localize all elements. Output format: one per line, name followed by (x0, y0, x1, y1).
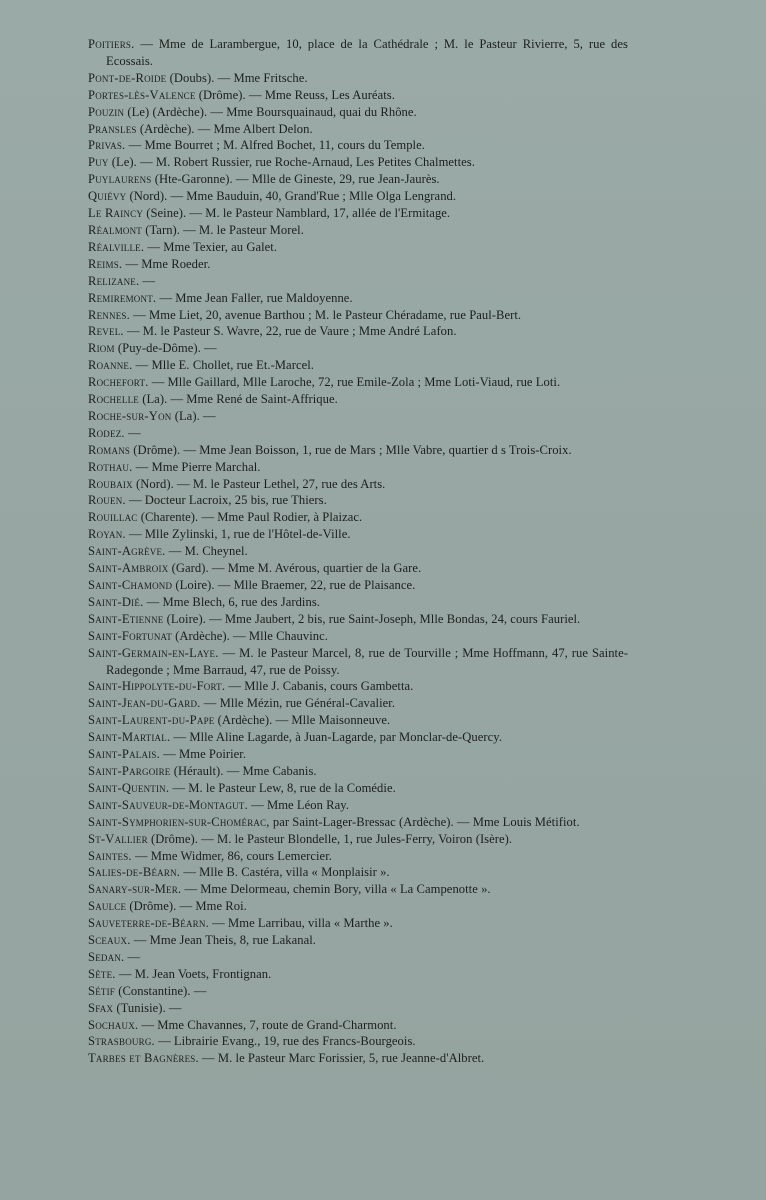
directory-entry (88, 256, 628, 273)
directory-entry (88, 577, 628, 594)
entry-details: (Ardèche). — Mlle Maisonneuve. (214, 713, 391, 728)
entry-place: Sétif (88, 983, 116, 998)
directory-entry (88, 323, 628, 340)
entry-details: — Mlle Mézin, rue Général-Cavalier. (200, 696, 396, 711)
entry-details: — Mme Texier, au Galet. (144, 239, 278, 254)
entry-details: (Tarn). — M. le Pasteur Morel. (142, 222, 304, 237)
entry-place: Reims. (88, 256, 123, 271)
directory-entry (88, 780, 628, 797)
directory-entry (88, 695, 628, 712)
entry-details: (Drôme). — Mme Reuss, Les Auréats. (195, 87, 395, 102)
directory-entry (88, 543, 628, 560)
entry-details: — M. Cheynel. (165, 544, 248, 559)
entry-place: Saint-Ambroix (88, 561, 169, 576)
directory-entry (88, 222, 628, 239)
entry-place: Riom (88, 341, 115, 356)
entry-details: — Mlle Zylinski, 1, rue de l'Hôtel-de-Ville. (125, 527, 351, 542)
entry-details: (Drôme). — Mme Jean Boisson, 1, rue de Mars ; Mlle Vabre, quartier d s Trois-Croix. (130, 442, 572, 457)
entry-place: Saint-Martial. (88, 730, 171, 745)
directory-entry (88, 171, 628, 188)
entry-place: Puy (88, 155, 109, 170)
entry-place: Puylaurens (88, 172, 152, 187)
directory-entry (88, 509, 628, 526)
entry-details: (Seine). — M. le Pasteur Namblard, 17, allée de l'Ermitage. (143, 206, 451, 221)
directory-entry (88, 70, 628, 87)
directory-entry (88, 848, 628, 865)
entry-details: — Librairie Evang., 19, rue des Francs-Bourgeois. (154, 1034, 416, 1049)
entry-place: Rennes. (88, 307, 130, 322)
entry-place: Saint-Sauveur-de-Montagut. (88, 797, 248, 812)
entry-details: (Puy-de-Dôme). — (114, 341, 217, 356)
directory-entry (88, 273, 628, 290)
entry-place: Roubaix (88, 476, 133, 491)
entry-place: Pont-de-Roide (88, 70, 167, 85)
entry-details: — Mlle Gaillard, Mlle Laroche, 72, rue Emile-Zola ; Mme Loti-Viaud, rue Loti. (148, 375, 561, 390)
entry-details: — Mme de Larambergue, 10, place de la Cathédrale ; M. le Pasteur Rivierre, 5, rue des Ecossais. (106, 37, 628, 68)
entry-place: Sanary-sur-Mer. (88, 882, 182, 897)
directory-entry (88, 966, 628, 983)
entry-details: — (124, 949, 141, 964)
entry-details: — Mme Pierre Marchal. (132, 459, 261, 474)
entry-place: Saint-Jean-du-Gard. (88, 696, 201, 711)
directory-entry (88, 611, 628, 628)
entry-details: — Docteur Lacroix, 25 bis, rue Thiers. (125, 493, 327, 508)
entry-details: — M. le Pasteur Marcel, 8, rue de Tourville ; Mme Hoffmann, 47, rue Sainte-Radegonde ; Mme Barraud, 47, rue de Poissy. (106, 645, 628, 677)
directory-entry (88, 915, 628, 932)
directory-entry (88, 881, 628, 898)
directory-entry (88, 357, 628, 374)
entry-place: Salies-de-Béarn. (88, 865, 181, 880)
entry-place: Remiremont. (88, 290, 157, 305)
directory-entry (88, 831, 628, 848)
directory-entry (88, 425, 628, 442)
directory-entry (88, 797, 628, 814)
directory-entry (88, 391, 628, 408)
directory-entry (88, 1033, 628, 1050)
entry-details: (Gard). — Mme M. Avérous, quartier de la Gare. (168, 561, 422, 576)
directory-entry (88, 408, 628, 425)
entry-details: — Mlle B. Castéra, villa « Monplaisir ». (180, 865, 390, 880)
directory-entry (88, 746, 628, 763)
entry-place: Royan. (88, 527, 126, 542)
entry-details: — Mlle J. Cabanis, cours Gambetta. (225, 679, 414, 694)
entry-place: Pouzin (88, 104, 125, 119)
entry-details: — M. le Pasteur Lew, 8, rue de la Comédie. (169, 780, 396, 795)
directory-entry (88, 1000, 628, 1017)
entry-details: — Mme Bourret ; M. Alfred Bochet, 11, cours du Temple. (125, 138, 425, 153)
entry-place: St-Vallier (88, 831, 148, 846)
entry-details: — M. le Pasteur Marc Forissier, 5, rue Jeanne-d'Albret. (198, 1051, 485, 1066)
entry-place: Rochefort. (88, 375, 149, 390)
directory-entry (88, 560, 628, 577)
entry-place: Sedan. (88, 949, 125, 964)
directory-entry (88, 154, 628, 171)
entry-details: (Nord). — M. le Pasteur Lethel, 27, rue des Arts. (132, 476, 386, 491)
entry-place: Réalville. (88, 239, 145, 254)
directory-list (88, 36, 628, 1067)
entry-details: (Drôme). — M. le Pasteur Blondelle, 1, rue Jules-Ferry, Voiron (Isère). (147, 831, 513, 846)
directory-entry (88, 492, 628, 509)
directory-entry (88, 814, 628, 831)
directory-entry (88, 983, 628, 1000)
entry-place: Sauveterre-de-Béarn. (88, 916, 209, 931)
entry-place: Saint-Germain-en-Laye. (88, 645, 219, 660)
entry-place: Rouillac (88, 510, 138, 525)
entry-details: — Mme Léon Ray. (247, 797, 349, 812)
directory-entry (88, 594, 628, 611)
directory-entry (88, 340, 628, 357)
entry-place: Privas. (88, 138, 126, 153)
entry-place: Rothau. (88, 459, 133, 474)
entry-details: (Constantine). — (115, 983, 207, 998)
entry-place: Saint-Hippolyte-du-Fort. (88, 679, 226, 694)
entry-details: — Mme Liet, 20, avenue Barthou ; M. le Pasteur Chéradame, rue Paul-Bert. (129, 307, 522, 322)
entry-place: Saint-Chamond (88, 578, 173, 592)
directory-entry (88, 239, 628, 256)
directory-entry (88, 1050, 628, 1067)
entry-place: Rodez. (88, 425, 125, 440)
entry-place: Strasbourg. (88, 1034, 155, 1049)
directory-entry (88, 459, 628, 476)
entry-details: — Mme Widmer, 86, cours Lemercier. (131, 848, 332, 863)
entry-details: (Nord). — Mme Bauduin, 40, Grand'Rue ; Mlle Olga Lengrand. (126, 189, 457, 204)
entry-place: Tarbes et Bagnères. (88, 1051, 199, 1066)
entry-details: (Charente). — Mme Paul Rodier, à Plaizac. (137, 510, 363, 525)
directory-entry (88, 678, 628, 695)
entry-place: Saulce (88, 899, 127, 914)
entry-place: Saint-Palais. (88, 747, 160, 762)
entry-place: Revel. (88, 324, 124, 339)
entry-place: Romans (88, 442, 131, 457)
entry-place: Portes-lès-Valence (88, 87, 196, 102)
entry-details: (Loire). — Mme Jaubert, 2 bis, rue Saint-Joseph, Mlle Bondas, 24, cours Fauriel. (163, 611, 581, 626)
entry-details: (Drôme). — Mme Roi. (126, 899, 247, 914)
entry-details: (Tunisie). — (113, 1000, 182, 1015)
directory-entry (88, 1017, 628, 1034)
entry-place: Saint-Symphorien-sur-Chomérac, (88, 814, 270, 829)
directory-entry (88, 476, 628, 493)
entry-place: Poitiers. (88, 37, 135, 51)
entry-place: Saint-Laurent-du-Pape (88, 713, 215, 728)
entry-details: (Ardèche). — Mlle Chauvinc. (171, 628, 328, 643)
entry-place: Sfax (88, 1000, 114, 1015)
entry-details: — (124, 425, 141, 440)
directory-entry (88, 121, 628, 138)
entry-place: Sète. (88, 966, 116, 981)
directory-entry (88, 104, 628, 121)
entry-details: (Le) (Ardèche). — Mme Boursquainaud, quai du Rhône. (124, 104, 417, 119)
directory-entry (88, 36, 628, 70)
entry-details: (La). — Mme René de Saint-Affrique. (139, 392, 338, 407)
entry-place: Sochaux. (88, 1017, 139, 1032)
entry-place: Roche-sur-Yon (88, 408, 172, 423)
directory-entry (88, 932, 628, 949)
directory-entry (88, 729, 628, 746)
entry-details: (Hte-Garonne). — Mlle de Gineste, 29, rue Jean-Jaurès. (151, 172, 440, 187)
entry-details: — Mme Roeder. (122, 256, 211, 271)
directory-entry (88, 864, 628, 881)
entry-details: — M. le Pasteur S. Wavre, 22, rue de Vaure ; Mme André Lafon. (123, 324, 457, 339)
entry-details: — (139, 273, 156, 288)
entry-place: Pransles (88, 121, 137, 136)
directory-entry (88, 188, 628, 205)
directory-entry (88, 290, 628, 307)
entry-place: Saint-Pargoire (88, 763, 171, 778)
entry-details: (Doubs). — Mme Fritsche. (166, 70, 308, 85)
entry-details: — Mme Jean Faller, rue Maldoyenne. (156, 290, 353, 305)
directory-entry (88, 898, 628, 915)
entry-details: — Mme Chavannes, 7, route de Grand-Charmont. (138, 1017, 397, 1032)
entry-place: Roanne. (88, 358, 133, 373)
entry-details: — Mme Larribau, villa « Marthe ». (208, 916, 393, 931)
entry-details: par Saint-Lager-Bressac (Ardèche). — Mme Louis Métifiot. (269, 814, 580, 829)
entry-details: — M. Jean Voets, Frontignan. (115, 966, 272, 981)
entry-details: — Mlle Aline Lagarde, à Juan-Lagarde, par Monclar-de-Quercy. (170, 730, 503, 745)
entry-details: — Mme Jean Theis, 8, rue Lakanal. (130, 933, 316, 948)
entry-place: Saint-Quentin. (88, 780, 170, 795)
entry-place: Saint-Agrève. (88, 544, 166, 559)
directory-entry (88, 374, 628, 391)
entry-place: Relizane. (88, 273, 140, 288)
directory-entry (88, 137, 628, 154)
entry-place: Saint-Etienne (88, 611, 164, 626)
entry-place: Saint-Dié. (88, 594, 144, 609)
entry-details: — Mme Poirier. (159, 747, 247, 762)
directory-entry (88, 307, 628, 324)
entry-place: Rochelle (88, 392, 139, 407)
entry-place: Rouen. (88, 493, 126, 508)
entry-place: Réalmont (88, 222, 142, 237)
entry-place: Sceaux. (88, 933, 131, 948)
directory-entry (88, 628, 628, 645)
entry-place: Saint-Fortunat (88, 628, 172, 643)
directory-entry (88, 526, 628, 543)
directory-entry (88, 949, 628, 966)
entry-place: Saintes. (88, 848, 132, 863)
directory-entry (88, 87, 628, 104)
entry-details: (Le). — M. Robert Russier, rue Roche-Arnaud, Les Petites Chalmettes. (108, 155, 475, 170)
entry-details: (Hérault). — Mme Cabanis. (170, 763, 317, 778)
directory-entry (88, 712, 628, 729)
entry-place: Quiévy (88, 189, 127, 204)
entry-details: — Mme Delormeau, chemin Bory, villa « La Campenotte ». (181, 882, 491, 897)
entry-details: — Mme Blech, 6, rue des Jardins. (143, 594, 320, 609)
entry-details: (Loire). — Mlle Braemer, 22, rue de Plaisance. (172, 578, 416, 592)
entry-place: Le Raincy (88, 206, 144, 221)
entry-details: (La). — (171, 408, 216, 423)
entry-details: — Mlle E. Chollet, rue Et.-Marcel. (132, 358, 314, 373)
directory-entry (88, 442, 628, 459)
directory-entry (88, 205, 628, 222)
directory-entry (88, 645, 628, 679)
entry-details: (Ardèche). — Mme Albert Delon. (136, 121, 313, 136)
directory-entry (88, 763, 628, 780)
